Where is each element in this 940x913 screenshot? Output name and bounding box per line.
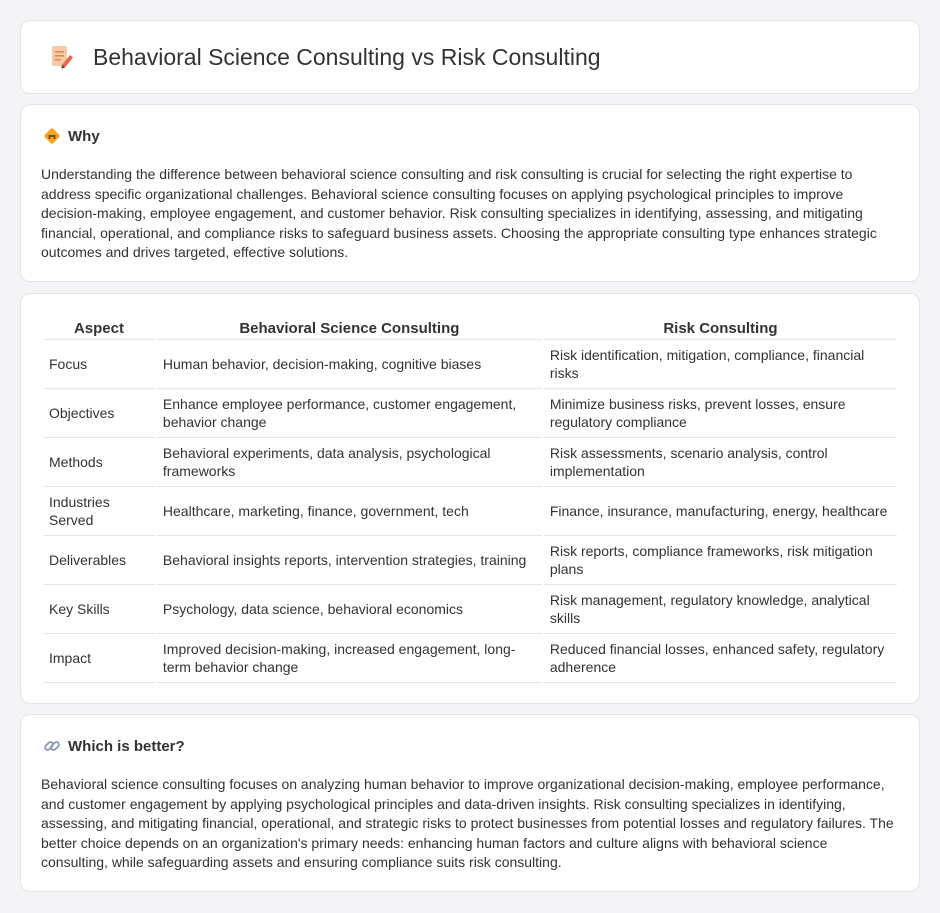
table-row (43, 487, 897, 536)
table-row (43, 340, 897, 389)
why-section (20, 104, 920, 282)
behavioral-cell: Improved decision-making, increased engagement, long-term behavior change (157, 634, 542, 683)
risk-cell: Risk management, regulatory knowledge, analytical skills (544, 585, 897, 634)
which-is-better-section (20, 714, 920, 892)
aspect-cell: Objectives (43, 389, 155, 438)
table-header-row (43, 314, 897, 340)
table-row (43, 536, 897, 585)
behavioral-cell: Behavioral experiments, data analysis, psychological frameworks (157, 438, 542, 487)
table-row (43, 438, 897, 487)
aspect-cell: Deliverables (43, 536, 155, 585)
table-row (43, 634, 897, 683)
aspect-cell: Impact (43, 634, 155, 683)
document-pencil-icon (47, 43, 75, 71)
title-row (47, 43, 601, 71)
aspect-cell: Methods (43, 438, 155, 487)
better-title: Which is better? (68, 737, 185, 755)
table-row (43, 389, 897, 438)
aspect-cell: Key Skills (43, 585, 155, 634)
behavioral-cell: Behavioral insights reports, intervention strategies, training (157, 536, 542, 585)
behavioral-cell: Human behavior, decision-making, cognitive biases (157, 340, 542, 389)
table-row (43, 585, 897, 634)
why-title: Why (68, 127, 100, 145)
risk-cell: Reduced financial losses, enhanced safety, regulatory adherence (544, 634, 897, 683)
comparison-table (41, 314, 899, 683)
better-paragraph: Behavioral science consulting focuses on analyzing human behavior to improve organizational decision-making, employee performance, and customer engagement by applying psychological principles and data-driven insights. Risk consulting specializes in identifying, assessing, and mitigating financial, operational, and strategic risks to protect businesses from potential losses and regulatory failures. The better choice depends on an organization's primary needs: enhancing human factors and culture aligns with behavioral science consulting, while safeguarding assets and ensuring compliance suits risk consulting. (41, 776, 894, 871)
better-header (43, 737, 185, 755)
aspect-cell: Industries Served (43, 487, 155, 536)
risk-cell: Risk assessments, scenario analysis, control implementation (544, 438, 897, 487)
risk-cell: Minimize business risks, prevent losses, ensure regulatory compliance (544, 389, 897, 438)
behavioral-cell: Psychology, data science, behavioral economics (157, 585, 542, 634)
behavioral-cell: Healthcare, marketing, finance, government, tech (157, 487, 542, 536)
page-title: Behavioral Science Consulting vs Risk Consulting (93, 43, 601, 70)
warning-sign-icon (43, 127, 61, 145)
comparison-section (20, 293, 920, 704)
why-header (43, 127, 100, 145)
risk-cell: Risk reports, compliance frameworks, risk mitigation plans (544, 536, 897, 585)
column-header-risk: Risk Consulting (544, 314, 897, 340)
column-header-behavioral: Behavioral Science Consulting (157, 314, 542, 340)
column-header-aspect: Aspect (43, 314, 155, 340)
risk-cell: Finance, insurance, manufacturing, energy, healthcare (544, 487, 897, 536)
risk-cell: Risk identification, mitigation, compliance, financial risks (544, 340, 897, 389)
link-icon (43, 737, 61, 755)
header-card (20, 20, 920, 94)
why-paragraph: Understanding the difference between behavioral science consulting and risk consulting is crucial for selecting the right expertise to address specific organizational challenges. Behavioral science consulting focuses on applying psychological principles to improve decision-making, employee engagement, and customer behavior. Risk consulting specializes in identifying, assessing, and mitigating financial, operational, and compliance risks to safeguard business assets. Choosing the appropriate consulting type enhances strategic outcomes and drives targeted, effective solutions. (41, 166, 877, 261)
behavioral-cell: Enhance employee performance, customer engagement, behavior change (157, 389, 542, 438)
aspect-cell: Focus (43, 340, 155, 389)
